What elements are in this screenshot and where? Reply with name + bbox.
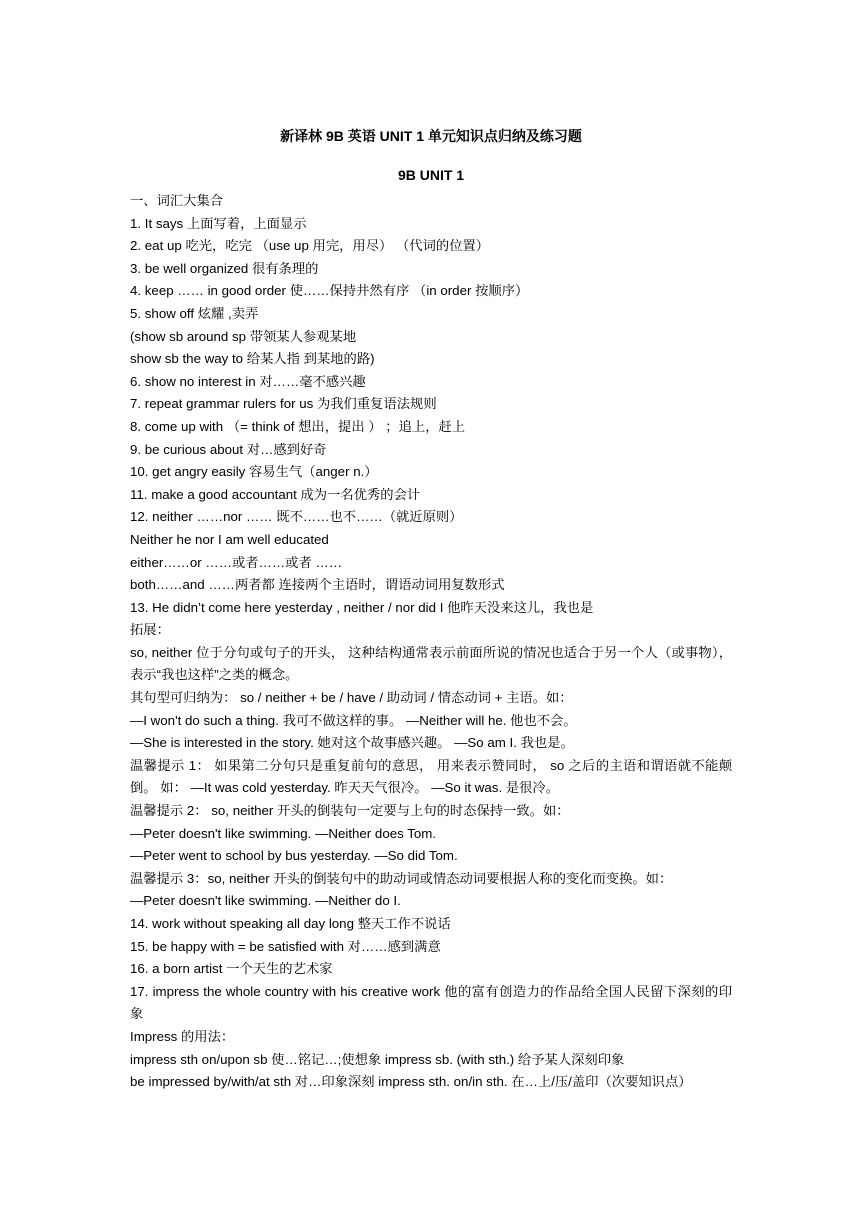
example-dialogue: —Peter went to school by bus yesterday. —So did Tom. xyxy=(130,848,458,864)
example-dialogue: —She is interested in the story. 她对这个故事感兴趣。 —So am I. 我也是。 xyxy=(130,735,574,751)
example-dialogue: —Peter doesn't like swimming. —Neither does Tom. xyxy=(130,825,437,841)
vocab-item: 10. get angry easily 容易生气（anger n.） xyxy=(130,464,378,480)
vocab-item: 14. work without speaking all day long 整天工作不说话 xyxy=(130,916,451,931)
document-title: 新译林 9B 英语 UNIT 1 单元知识点归纳及练习题 xyxy=(280,128,582,144)
document-body xyxy=(130,190,732,1094)
tip-paragraph: 温馨提示 1： 如果第二分句只是重复前句的意思， 用来表示赞同时， so 之后的主语和谓语就不能颠倒。 如： —It was cold yesterday. 昨天天气很冷。 —So it was. 是很冷。 xyxy=(130,757,732,796)
usage-heading: Impress 的用法： xyxy=(130,1028,235,1044)
vocab-item: 11. make a good accountant 成为一名优秀的会计 xyxy=(130,486,421,502)
extension-heading: 拓展： xyxy=(130,622,170,638)
usage-item: be impressed by/with/at sth 对…印象深刻 impress sth. on/in sth. 在…上/压/盖印（次要知识点） xyxy=(130,1074,692,1090)
section-heading: 一、词汇大集合 xyxy=(130,193,224,208)
vocab-item: 4. keep …… in good order 使……保持井然有序 （in order 按顺序） xyxy=(130,283,529,299)
vocab-note: both……and ……两者都 连接两个主语时，谓语动词用复数形式 xyxy=(130,577,505,593)
vocab-note: either……or ……或者……或者 …… xyxy=(130,554,343,570)
vocab-item: 15. be happy with = be satisfied with 对……感到满意 xyxy=(130,938,441,954)
vocab-item: 13. He didn’t come here yesterday , neither / nor did I 他昨天没来这儿，我也是 xyxy=(130,599,594,615)
vocab-item: 9. be curious about 对…感到好奇 xyxy=(130,441,327,457)
vocab-item: 17. impress the whole country with his creative work 他的富有创造力的作品给全国人民留下深刻的印象 xyxy=(130,983,732,1022)
vocab-item: 7. repeat grammar rulers for us 为我们重复语法规则 xyxy=(130,396,437,412)
usage-item: impress sth on/upon sb 使…铭记…;使想象 impress sb. (with sth.) 给予某人深刻印象 xyxy=(130,1051,625,1067)
vocab-note: show sb the way to 给某人指 到某地的路) xyxy=(130,351,375,367)
vocab-note: (show sb around sp 带领某人参观某地 xyxy=(130,328,357,344)
grammar-pattern: 其句型可归纳为： so / neither + be / have / 助动词 / 情态动词 + 主语。如： xyxy=(130,690,573,706)
vocab-item: 8. come up with （= think of 想出，提出 ） ；追上，赶上 xyxy=(130,418,466,434)
unit-heading: 9B UNIT 1 xyxy=(397,167,465,183)
tip-paragraph: 温馨提示 2： so, neither 开头的倒装句一定要与上句的时态保持一致。如： xyxy=(130,803,570,819)
vocab-item: 6. show no interest in 对……毫不感兴趣 xyxy=(130,373,366,389)
vocab-item: 5. show off 炫耀 ,卖弄 xyxy=(130,305,259,321)
vocab-item: 3. be well organized 很有条理的 xyxy=(130,260,319,276)
vocab-item: 1. It says 上面写着，上面显示 xyxy=(130,215,307,231)
vocab-item: 12. neither ……nor …… 既不……也不……（就近原则） xyxy=(130,509,463,525)
tip-paragraph: 温馨提示 3：so, neither 开头的倒装句中的助动词或情态动词要根据人称的变化而变换。如： xyxy=(130,870,673,886)
example-sentence: Neither he nor I am well educated xyxy=(130,531,329,547)
vocab-item: 2. eat up 吃光，吃完 （use up 用完，用尽） （代词的位置） xyxy=(130,238,490,254)
example-dialogue: —Peter doesn't like swimming. —Neither do I. xyxy=(130,893,401,909)
example-dialogue: —I won't do such a thing. 我可不做这样的事。 —Neither will he. 他也不会。 xyxy=(130,712,577,728)
grammar-paragraph: so, neither 位于分句或句子的开头， 这种结构通常表示前面所说的情况也适合于另一个人（或事物）， 表示“我也这样”之类的概念。 xyxy=(130,644,732,683)
vocab-item: 16. a born artist 一个天生的艺术家 xyxy=(130,961,333,977)
